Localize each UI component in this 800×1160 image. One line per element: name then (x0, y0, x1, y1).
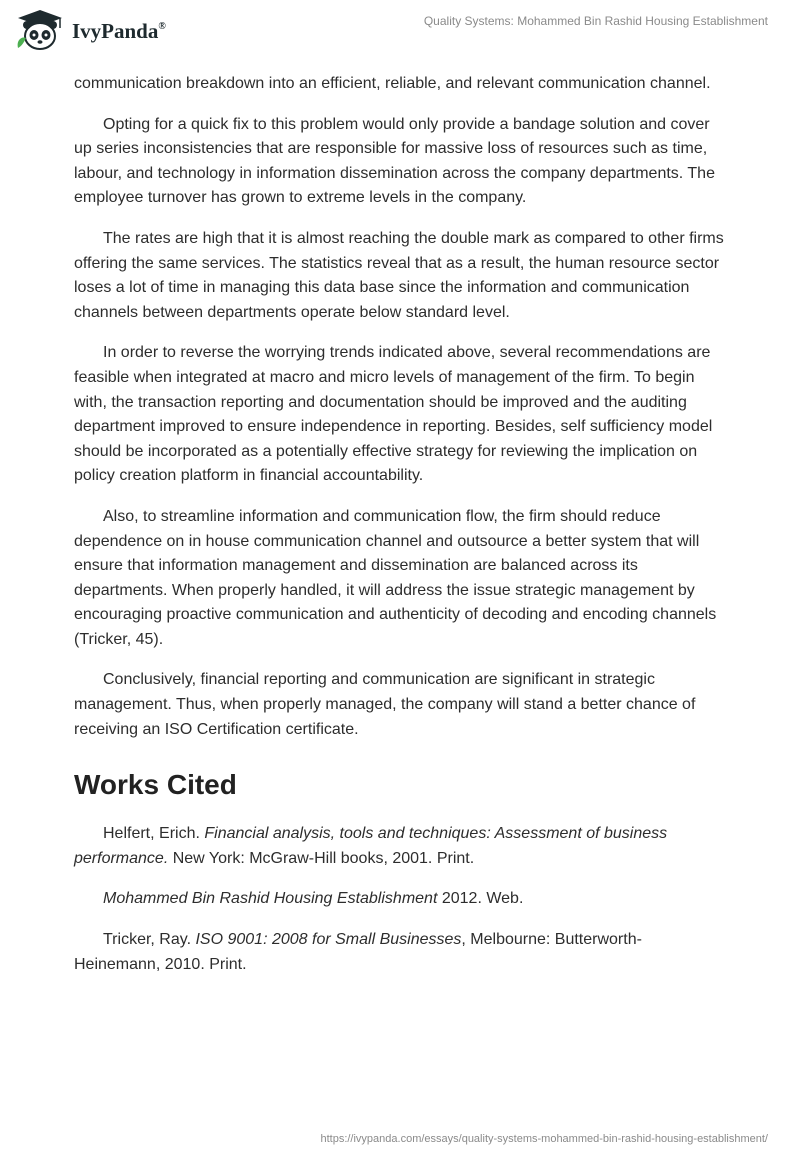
citation-title: ISO 9001: 2008 for Small Businesses (195, 931, 462, 949)
paragraph: Conclusively, financial reporting and communication are significant in strategic management. Thus, when properly managed, the company will stand a better chance of receiving an ISO Certification certificate. (74, 671, 696, 738)
brand-name (72, 19, 166, 44)
paragraph: In order to reverse the worrying trends indicated above, several recommendations are feasible when integrated at macro and micro levels of management of the firm. To begin with, the transaction reporting and documentation should be improved and the auditing department improved to ensure independence in reporting. Besides, self sufficiency model should be incorporated as a potentially effective strategy for reviewing the implication on policy creation platform in financial accountability. (74, 344, 713, 485)
registered-mark: ® (158, 20, 166, 32)
page-header (0, 0, 800, 70)
citation-tricker (74, 928, 724, 977)
citation-helfert (74, 822, 724, 871)
citation-title: Mohammed Bin Rashid Housing Establishment (103, 890, 438, 908)
citation-mbrhe (74, 887, 724, 912)
source-url-link[interactable]: https://ivypanda.com/essays/quality-systems-mohammed-bin-rashid-housing-establishment/ (320, 1133, 768, 1145)
ivypanda-logo[interactable] (14, 8, 166, 52)
panda-logo-icon (14, 8, 66, 52)
citation-title: Financial analysis, tools and techniques: Assessment of business performance. (74, 825, 668, 867)
document-title: Quality Systems: Mohammed Bin Rashid Housing Establishment (423, 14, 768, 28)
citation-details: New York: McGraw-Hill books, 2001. Print. (172, 849, 475, 867)
paragraph: Opting for a quick fix to this problem would only provide a bandage solution and cover up series inconsistencies that are responsible for massive loss of resources such as time, labour, and technology in information dissemination across the company departments. The employee turnover has grown to extreme levels in the company. (74, 115, 715, 207)
brand-text: IvyPanda (72, 18, 159, 43)
paragraph: Also, to streamline information and communication flow, the firm should reduce dependence on in house communication channel and outsource a better system that will ensure that information management and dissemination are balanced across its departments. When properly handled, it will address the issue strategic management by encouraging proactive communication and authenticity of decoding and encoding channels (Tricker, 45). (74, 507, 717, 648)
citation-details: , Melbourne: Butterworth-Heinemann, 2010. Print. (74, 931, 642, 973)
essay-content (74, 72, 724, 993)
citation-author: Helfert, Erich. (103, 825, 200, 843)
works-cited-heading: Works Cited (74, 769, 237, 801)
paragraph: The rates are high that it is almost reaching the double mark as compared to other firms offering the same services. The statistics reveal that as a result, the human resource sector loses a lot of time in managing this data base since the information and communication channels between departments operate below standard level. (74, 229, 724, 321)
paragraph-continued: communication breakdown into an efficient, reliable, and relevant communication channel. (74, 75, 711, 92)
citation-details: 2012. Web. (441, 890, 524, 908)
citation-author: Tricker, Ray. (103, 931, 192, 949)
